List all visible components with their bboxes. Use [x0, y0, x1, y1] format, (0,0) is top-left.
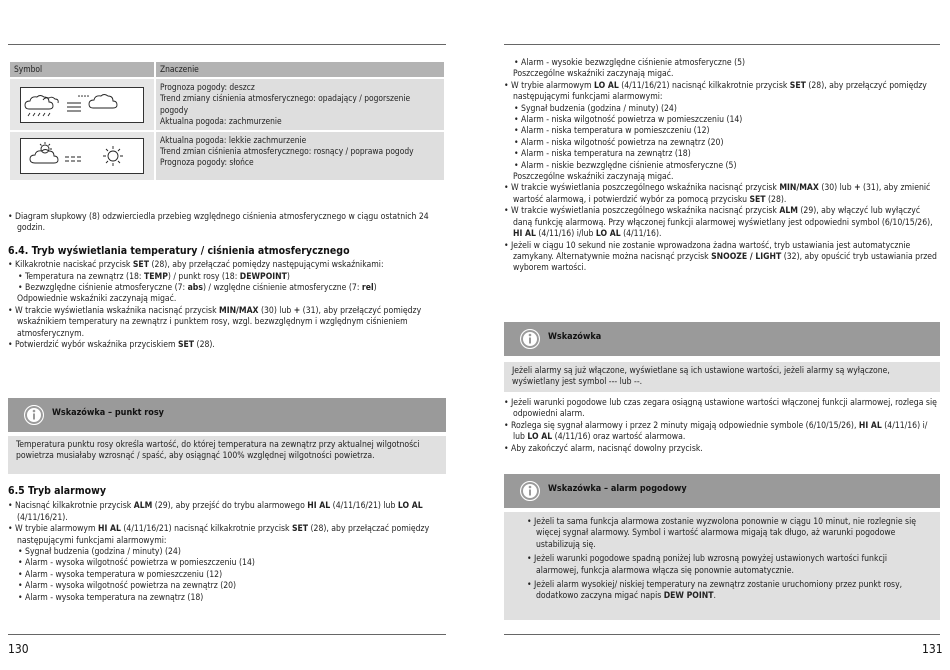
table-header-row	[9, 61, 445, 78]
flash-note: Odpowiednie wskaźniki zaczynają migać.	[17, 294, 177, 305]
list-item: • Alarm - niska wilgotność powietrza w pomieszczeniu (14)	[514, 115, 743, 126]
page-number: 131	[922, 642, 943, 656]
meaning-line: Trend zmiany ciśnienia atmosferycznego: opadający / pogorszenie pogody	[160, 93, 411, 115]
list-item: • Kilkakrotnie naciskać przycisk SET (28), aby przełączać pomiędzy następującymi wskaźnikami:	[8, 260, 384, 271]
list-item: • Jeżeli warunki pogodowe lub czas zegara osiągną ustawione wartości włączonej funkcji alarmowej, rozlega się odpowiedni alarm.	[504, 398, 937, 420]
list-item: • Diagram słupkowy (8) odzwierciedla przebieg względnego ciśnienia atmosferycznego w ciągu ostatnich 24 godzin.	[8, 212, 429, 234]
list-item: • W trybie alarmowym LO AL (4/11/16/21) nacisnąć kilkakrotnie przycisk SET (28), aby przełączyć pomiędzy następującymi funkcjami alarmowymi:	[504, 80, 927, 103]
sun-forecast-icon	[20, 138, 144, 174]
meaning-line: Trend zmian ciśnienia atmosferycznego: rosnący / poprawa pogody	[160, 146, 414, 157]
list-item: • Aby zakończyć alarm, nacisnąć dowolny przycisk.	[504, 443, 703, 454]
list-item: • Jeżeli alarm wysokiej/ niskiej temperatury na zewnątrz zostanie uruchomiony przez punkt rosy, dodatkowo zaczyna migać napis DEW POINT.	[527, 580, 903, 602]
bottom-rule	[8, 634, 446, 635]
meaning-line: Aktualna pogoda: lekkie zachmurzenie	[160, 135, 307, 146]
hint-title: Wskazówka – punkt rosy	[52, 408, 164, 418]
flash-note: Poszczególne wskaźniki zaczynają migać.	[513, 172, 674, 183]
list-item: • Alarm - niska wilgotność powietrza na zewnątrz (20)	[514, 137, 724, 148]
list-item: • Jeżeli warunki pogodowe spadną poniżej lub wzrosną powyżej ustawionych wartości funkcji alarmowej, funkcja alarmowa włącza się ponownie automatycznie.	[527, 554, 887, 576]
info-icon	[24, 405, 44, 425]
list-item: • Alarm - niskie bezwzględne ciśnienie atmosferyczne (5)	[514, 160, 737, 171]
list-item: • Rozlega się sygnał alarmowy i przez 2 minuty migają odpowiednie symbole (6/10/15/26), HI AL (4/11/16) i/ lub LO AL (4/11/16) oraz wartość alarmowa.	[504, 420, 928, 443]
list-item: • Jeżeli w ciągu 10 sekund nie zostanie wprowadzona żadna wartość, tryb ustawiania jest automatycznie zamykany. Alternatywnie można nacisnąć przycisk SNOOZE / LIGHT (32), aby opuścić tryb ustawiania przed wyborem wartości.	[504, 240, 937, 274]
list-item: • Alarm - niska temperatura w pomieszczeniu (12)	[514, 126, 710, 137]
hint-title: Wskazówka	[548, 332, 602, 342]
top-rule	[504, 44, 940, 45]
list-item: • Alarm - wysoka wilgotność powietrza w pomieszczeniu (14)	[18, 558, 255, 569]
list-item: • Alarm - wysoka temperatura w pomieszczeniu (12)	[18, 569, 223, 580]
list-item: • Nacisnąć kilkakrotnie przycisk ALM (29), aby przejść do trybu alarmowego HI AL (4/11/16/21) lub LO AL (4/11/16/21).	[8, 501, 423, 523]
meaning-line: Prognoza pogody: słońce	[160, 157, 254, 168]
symbol-table	[8, 60, 446, 182]
left-page	[0, 0, 470, 670]
hint-dew-point	[8, 398, 446, 432]
hint-title: Wskazówka – alarm pogodowy	[548, 484, 687, 494]
left-body-top	[8, 212, 438, 351]
meaning-line: Prognoza pogody: deszcz	[160, 82, 255, 93]
list-item: • Alarm - niska temperatura na zewnątrz (18)	[514, 149, 691, 160]
info-icon	[520, 329, 540, 349]
list-item: • Alarm - wysoka temperatura na zewnątrz (18)	[18, 592, 204, 603]
meaning-cell	[155, 78, 445, 131]
list-item: • Temperatura na zewnątrz (18: TEMP) / punkt rosy (18: DEWPOINT)	[18, 271, 290, 282]
hint-weather-alarm-body	[504, 512, 940, 620]
section-heading-6-5: 6.5 Tryb alarmowy	[8, 485, 107, 497]
right-body-top	[504, 58, 938, 275]
list-item: • Sygnał budzenia (godzina / minuty) (24)	[514, 103, 677, 114]
hint-alarm-body: Jeżeli alarmy są już włączone, wyświetlane są ich ustawione wartości, jeżeli alarmy są wyłączone, wyświetlany jest symbol --- lub --.	[504, 362, 940, 392]
list-item: • Bezwzględne ciśnienie atmosferyczne (7: abs) / względne ciśnienie atmosferyczne (7: rel)	[18, 283, 377, 294]
hint-weather-alarm	[504, 474, 940, 508]
list-item: • W trakcie wyświetlania poszczególnego wskaźnika nacisnąć przycisk MIN/MAX (30) lub + (31), aby zmienić wartość alarmową, i potwierdzić wybór za pomocą przycisku SET (28).	[504, 183, 931, 205]
section-heading-6-4: 6.4. Tryb wyświetlania temperatury / ciśnienia atmosferycznego	[8, 244, 350, 257]
symbol-cell	[9, 131, 155, 181]
list-item: • Potwierdzić wybór wskaźnika przyciskiem SET (28).	[8, 340, 215, 351]
left-body-bottom	[8, 486, 438, 604]
symbol-cell	[9, 78, 155, 131]
flash-note: Poszczególne wskaźniki zaczynają migać.	[513, 69, 674, 80]
meaning-cell	[155, 131, 445, 181]
table-header-symbol: Symbol	[9, 61, 155, 78]
list-item: • Alarm - wysoka wilgotność powietrza na zewnątrz (20)	[18, 581, 237, 592]
cloud-rain-forecast-icon	[20, 87, 144, 123]
bottom-rule	[504, 634, 940, 635]
list-item: • Sygnał budzenia (godzina / minuty) (24)	[18, 547, 181, 558]
info-icon	[520, 481, 540, 501]
list-item: • Alarm - wysokie bezwzględne ciśnienie atmosferyczne (5)	[514, 58, 746, 68]
right-body-mid	[504, 398, 938, 455]
right-page	[478, 0, 950, 670]
list-item: • W trakcie wyświetlania wskaźnika nacisnąć przycisk MIN/MAX (30) lub + (31), aby przełączyć pomiędzy wskaźnikiem temperatury na zewnątrz i punktem rosy, wzgl. bezwzględnym i względnym ciśnieniem atmosferycznym.	[8, 305, 422, 339]
table-row	[9, 131, 445, 181]
table-row	[9, 78, 445, 131]
hint-alarm	[504, 322, 940, 356]
page-number: 130	[8, 642, 29, 656]
meaning-line: Aktualna pogoda: zachmurzenie	[160, 115, 282, 126]
table-header-meaning: Znaczenie	[155, 61, 445, 78]
top-rule	[8, 44, 446, 45]
list-item: • W trakcie wyświetlania poszczególnego wskaźnika nacisnąć przycisk ALM (29), aby włączyć lub wyłączyć daną funkcję alarmową. Przy włączonej funkcji alarmowej wyświetlany jest odpowiedni symbol (6/10/15/26), HI AL (4/11/16) i/lub LO AL (4/11/16).	[504, 206, 933, 240]
list-item: • Jeżeli ta sama funkcja alarmowa zostanie wyzwolona ponownie w ciągu 10 minut, nie rozlegnie się więcej sygnał alarmowy. Symbol i wartość alarmowa migają tak długo, aż warunki pogodowe ustabilizują się.	[527, 517, 916, 550]
list-item: • W trybie alarmowym HI AL (4/11/16/21) nacisnąć kilkakrotnie przycisk SET (28), aby przełączać pomiędzy następującymi funkcjami alarmowymi:	[8, 524, 430, 546]
hint-dew-point-body: Temperatura punktu rosy określa wartość, do której temperatura na zewnątrz przy aktualnej wilgotności powietrza musiałaby wzrosnąć / spaść, aby osiągnąć 100% względnej wilgotności powietrza.	[8, 436, 446, 474]
